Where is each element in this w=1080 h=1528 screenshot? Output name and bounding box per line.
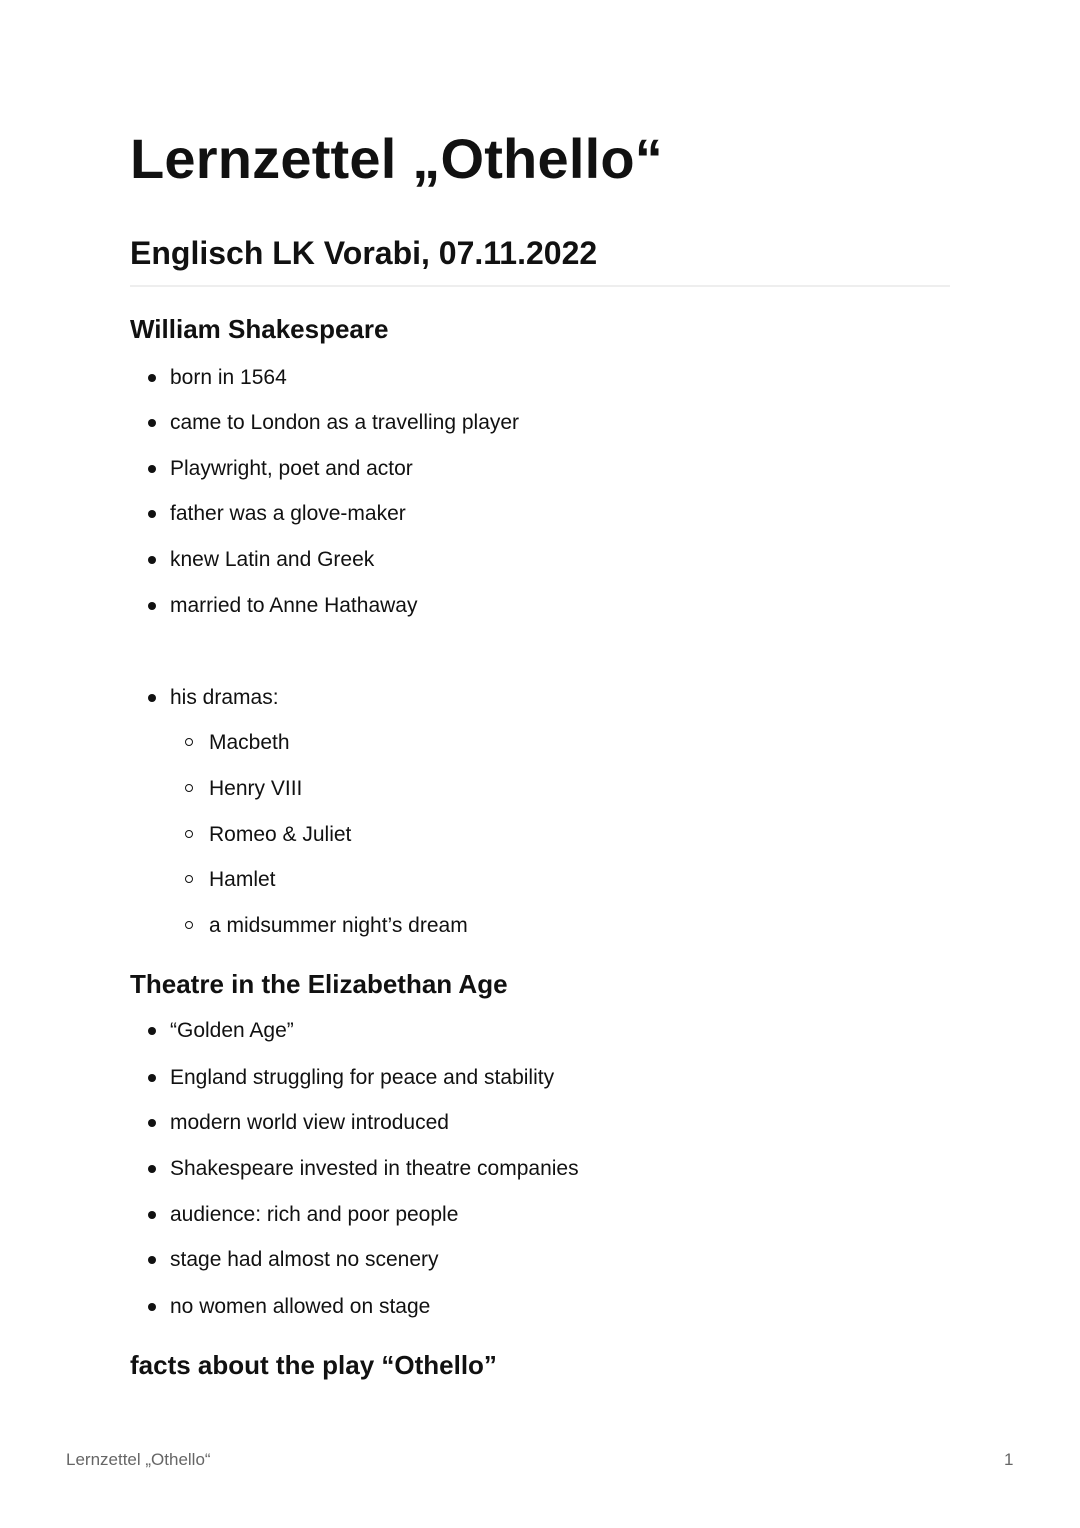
divider [130,285,950,287]
sub-list-item [209,730,290,755]
sub-list-item [209,913,468,938]
page-title: Lernzettel „Othello“ [130,127,663,190]
list-item [170,1156,579,1181]
list-item [170,1018,294,1043]
bullet-icon [148,1211,156,1219]
hollow-bullet-icon [185,921,193,929]
bullet-icon [148,510,156,518]
bullet-icon [148,465,156,473]
bullet-icon [148,1119,156,1127]
bullet-icon [148,419,156,427]
list-item [170,1202,458,1227]
list-item-text: born in 1564 [170,366,287,389]
bullet-icon [148,374,156,382]
sub-list-item [209,867,276,892]
sub-list-item [209,776,302,801]
sub-list-item-text: Romeo & Juliet [209,823,352,846]
list-item-text: modern world view introduced [170,1111,449,1134]
list-item [170,1065,554,1090]
list-item-text: England struggling for peace and stability [170,1066,555,1089]
hollow-bullet-icon [185,738,193,746]
list-item-text: came to London as a travelling player [170,411,520,434]
sub-list-item-text: Hamlet [209,868,276,891]
list-item [170,410,519,435]
list-item-text: father was a glove-maker [170,502,406,525]
list-item [170,501,406,526]
list-item-text: audience: rich and poor people [170,1203,459,1226]
section-heading-shakespeare: William Shakespeare [130,314,389,344]
bullet-icon [148,1256,156,1264]
hollow-bullet-icon [185,784,193,792]
sub-list-item-text: Macbeth [209,731,290,754]
list-item-text: no women allowed on stage [170,1295,431,1318]
section-heading-elizabethan-theatre: Theatre in the Elizabethan Age [130,969,508,999]
list-item [170,1294,430,1319]
list-item [170,1247,439,1272]
bullet-icon [148,1027,156,1035]
list-item [170,456,413,481]
list-item [170,547,374,572]
bullet-icon [148,556,156,564]
page-subtitle: Englisch LK Vorabi, 07.11.2022 [130,235,598,271]
sub-list-item-text: a midsummer night’s dream [209,914,468,937]
list-item [170,685,279,710]
page-number: 1 [1004,1450,1014,1469]
list-item [170,1110,449,1135]
footer-title: Lernzettel „Othello“ [66,1450,211,1469]
list-item-text: Shakespeare invested in theatre companies [170,1157,579,1180]
bullet-icon [148,694,156,702]
hollow-bullet-icon [185,830,193,838]
list-item-text: “Golden Age” [170,1019,294,1042]
bullet-icon [148,1074,156,1082]
list-item-text: his dramas: [170,686,279,709]
list-item-text: stage had almost no scenery [170,1248,439,1271]
bullet-icon [148,1303,156,1311]
bullet-icon [148,1165,156,1173]
list-item [170,365,287,390]
list-item [170,593,417,618]
list-item-text: married to Anne Hathaway [170,594,418,617]
bullet-icon [148,602,156,610]
sub-list-item-text: Henry VIII [209,777,303,800]
list-item-text: knew Latin and Greek [170,548,375,571]
hollow-bullet-icon [185,875,193,883]
sub-list-item [209,822,351,847]
list-item-text: Playwright, poet and actor [170,457,413,480]
section-heading-othello-facts: facts about the play “Othello” [130,1350,497,1380]
